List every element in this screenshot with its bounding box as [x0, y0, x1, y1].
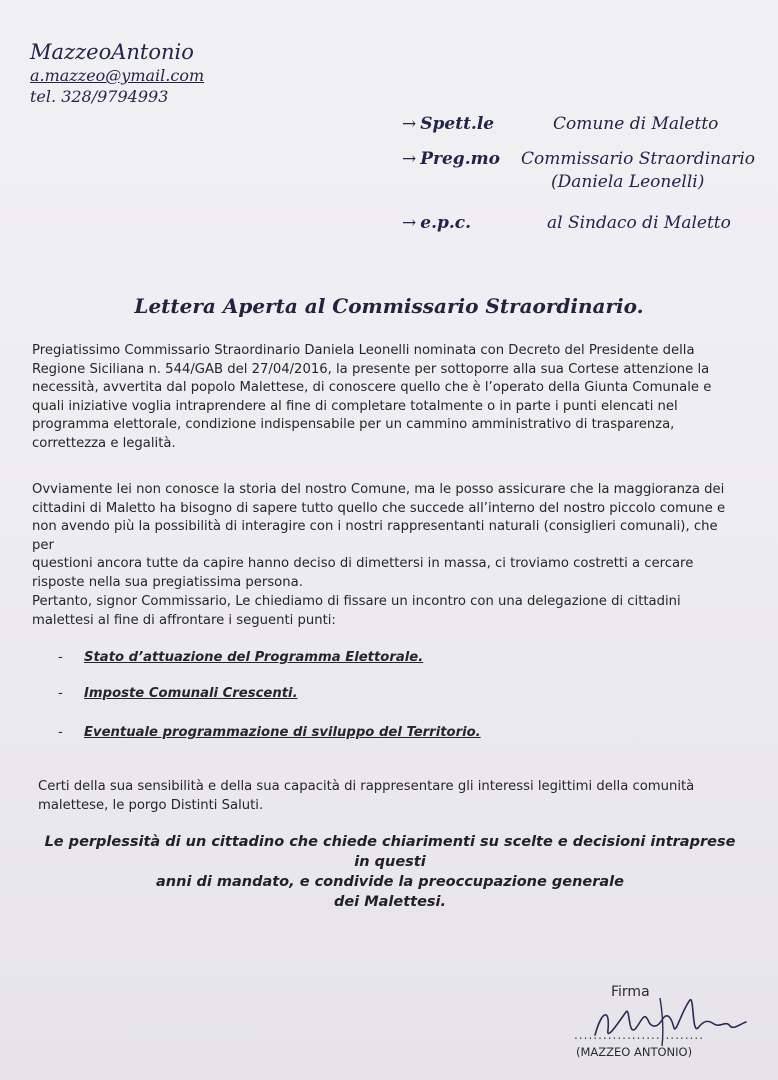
- recipient-value: Comune di Maletto: [553, 114, 719, 134]
- arrow-icon: →: [402, 149, 417, 169]
- point-text: Imposte Comunali Crescenti.: [84, 686, 298, 701]
- recipient-label: Spett.le: [420, 114, 495, 134]
- recipient-label: Preg.mo: [420, 149, 500, 169]
- paragraph-line: programma elettorale, condizione indispensabile per un cammino amministrativo di trasparenza,: [32, 417, 675, 432]
- paragraph-line: risposte nella sua pregiatissima persona.: [32, 574, 303, 590]
- recipient-pregmo: [402, 149, 500, 169]
- closing-statement: [40, 832, 740, 912]
- statement-line: anni di mandato, e condivide la preoccupazione generale: [156, 874, 624, 890]
- closing-paragraph: [38, 778, 748, 815]
- signature-label: Firma: [611, 984, 650, 1000]
- recipient-value: al Sindaco di Maletto: [547, 213, 731, 233]
- paragraph-line: malettesi al fine di affrontare i seguenti punti:: [32, 612, 336, 628]
- paragraph-line: correttezza e legalità.: [32, 435, 176, 451]
- paragraph-line: Certi della sua sensibilità e della sua capacità di rappresentare gli interessi legittimi della comunità: [38, 779, 695, 794]
- paragraph-line: questioni ancora tutte da capire hanno deciso di dimettersi in massa, ci troviamo costretti a cercare: [32, 556, 694, 571]
- point-item: [58, 725, 481, 740]
- paragraph-line: Pertanto, signor Commissario, Le chiediamo di fissare un incontro con una delegazione di cittadini: [32, 594, 681, 609]
- point-item: [58, 686, 298, 701]
- point-text: Stato d’attuazione del Programma Elettorale.: [84, 650, 424, 665]
- paragraph-line: Ovviamente lei non conosce la storia del nostro Comune, ma le posso assicurare che la maggioranza dei: [32, 482, 725, 497]
- recipient-value: Commissario Straordinario: [521, 149, 756, 169]
- signature-name: (MAZZEO ANTONIO): [576, 1045, 693, 1059]
- sender-block: [30, 40, 204, 106]
- bullet-dash: -: [58, 650, 63, 665]
- paragraph-2: [32, 481, 742, 592]
- paragraph-line: Pregiatissimo Commissario Straordinario Daniela Leonelli nominata con Decreto del Presidente della: [32, 343, 695, 358]
- letter-title: Lettera Aperta al Commissario Straordinario.: [134, 294, 644, 318]
- arrow-icon: →: [402, 114, 417, 134]
- paragraph-line: necessità, avvertita dal popolo Malettese, di conoscere quello che è l’operato della Giunta Comunale e: [32, 380, 712, 395]
- paragraph-1: [32, 342, 742, 453]
- sender-phone: tel. 328/9794993: [30, 87, 169, 106]
- statement-line: dei Malettesi.: [333, 894, 447, 910]
- signature-dotted-line: ...........................: [574, 1028, 704, 1042]
- bullet-dash: -: [58, 686, 63, 701]
- paragraph-line: Regione Siciliana n. 544/GAB del 27/04/2016, la presente per sottoporre alla sua Cortese attenzione la: [32, 361, 710, 377]
- point-item: [58, 650, 423, 665]
- point-text: Eventuale programmazione di sviluppo del Territorio.: [84, 725, 481, 740]
- recipient-value-secondary: (Daniela Leonelli): [551, 172, 705, 192]
- sender-email[interactable]: a.mazzeo@ymail.com: [30, 66, 205, 85]
- arrow-icon: →: [402, 213, 417, 233]
- sender-name: MazzeoAntonio: [30, 40, 194, 64]
- paragraph-line: quali iniziative voglia intraprendere al fine di completare totalmente o in parte i punti elencati nel: [32, 398, 678, 414]
- paragraph-line: malettese, le porgo Distinti Saluti.: [38, 797, 264, 813]
- statement-line: Le perplessità di un cittadino che chiede chiarimenti su scelte e decisioni intraprese in questi: [44, 834, 736, 870]
- recipient-spettle: [402, 114, 494, 134]
- paragraph-line: cittadini di Maletto ha bisogno di sapere tutto quello che succede all’interno del nostro piccolo comune e: [32, 500, 726, 516]
- paragraph-line: non avendo più la possibilità di interagire con i nostri rappresentanti naturali (consiglieri comunali), che per: [32, 519, 718, 553]
- recipient-epc: [402, 213, 471, 233]
- paragraph-3: [32, 593, 742, 630]
- bullet-dash: -: [58, 725, 63, 740]
- recipient-label: e.p.c.: [420, 213, 472, 233]
